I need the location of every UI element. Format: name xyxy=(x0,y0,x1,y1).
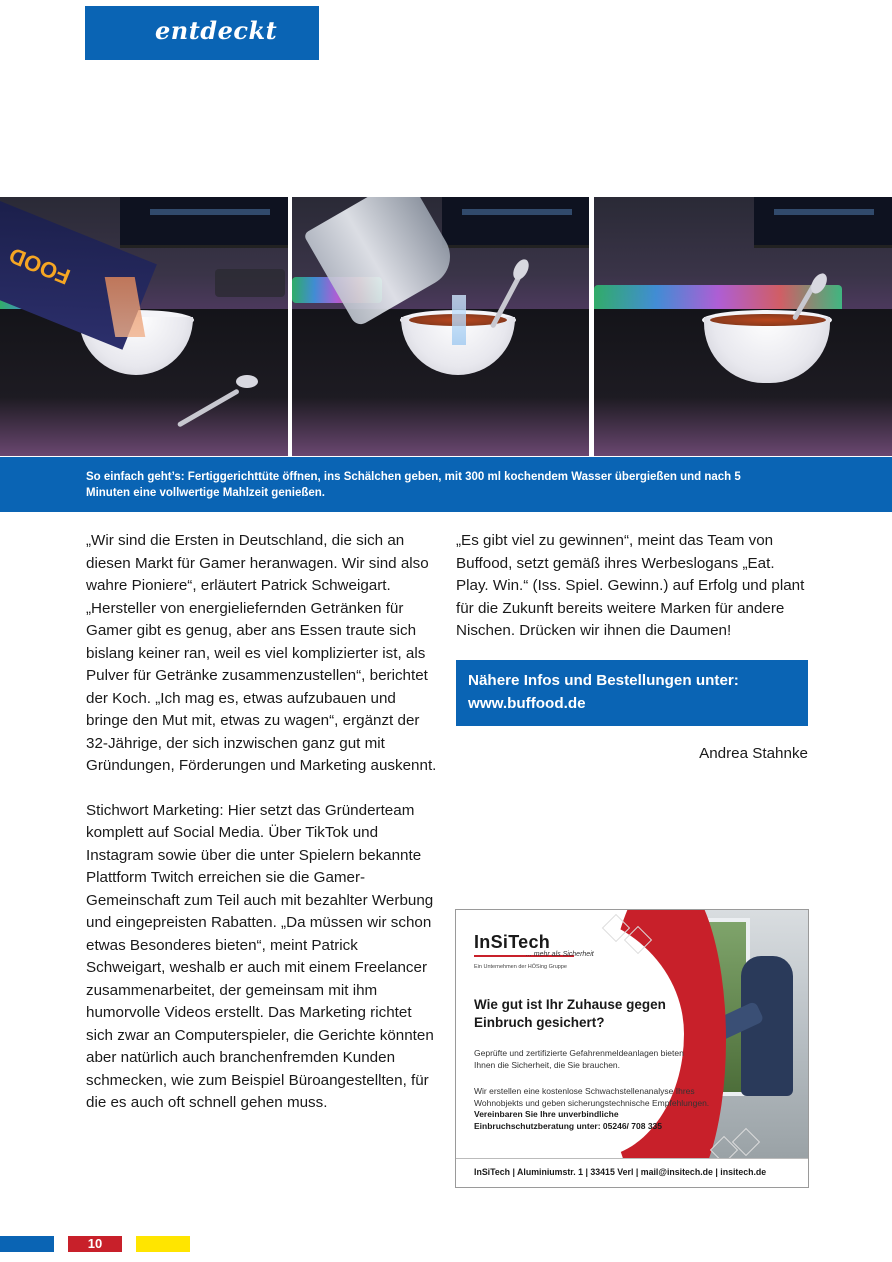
footer-bar-yellow xyxy=(136,1236,190,1252)
ad-text-2 xyxy=(474,1086,714,1132)
footer-bar-red xyxy=(68,1236,122,1252)
photo-caption xyxy=(0,457,892,512)
ad-headline: Wie gut ist Ihr Zuhause gegen Einbruch gesichert? xyxy=(474,997,666,1030)
advertisement[interactable] xyxy=(455,909,809,1188)
article-paragraph: Stichwort Marketing: Hier setzt das Gründerteam komplett auf Social Media. Über TikTok und Instagram sowie über die unter Spielern bekannte Plattform Twitch erreichen sie die Gamer-Gemeinschaft zum Teil auch mit bezahlter Werbung und eingepreisten Rabatten. „Da müssen wir schon etwas Besonderes bieten“, meint Patrick Schweigart, weshalb er auch mit einem Freelancer zusammenarbeitet, der gemeinsam mit ihm humorvolle Videos erstellt. Das Marketing richtet sich zwar an Computerspieler, die Gerichte könnten aber natürlich auch branchenfremden Kunden schmecken, wie zum Beispiel Büroangestellten, für die es auch oft schnell gehen muss. xyxy=(86,801,434,1111)
pack-label: FOOD xyxy=(5,242,74,290)
ad-subline: Ein Unternehmen der HÖSing Gruppe xyxy=(474,964,567,970)
photo-pouring-pack xyxy=(0,197,288,456)
ad-contact-line: InSiTech | Aluminiumstr. 1 | 33415 Verl | mail@insitech.de | insitech.de xyxy=(474,1167,767,1177)
ad-slogan: ... mehr als Sicherheit xyxy=(526,951,594,958)
author-name: Andrea Stahnke xyxy=(699,745,808,762)
article-paragraph: „Es gibt viel zu gewinnen“, meint das Team von Buffood, setzt gemäß ihres Werbeslogans „Eat. Play. Win.“ (Iss. Spiel. Gewinn.) auf Erfolg und plant für die Zukunft bereits weitere Marken für andere Nischen. Drücken wir ihnen die Daumen! xyxy=(456,532,805,639)
info-box xyxy=(456,660,808,726)
article-paragraph: „Wir sind die Ersten in Deutschland, die sich an diesen Markt für Gamer heranwagen. Wir sind also wahre Pioniere“, erläutert Patrick Schweigart. „Hersteller von energieliefernden Getränken für Gamer gibt es genug, aber ans Essen traute sich bislang keiner ran, weil es viel komplizierter ist, als Pulver für Getränke zusammenzustellen“, berichtet der Koch. „Ich mag es, etwas aufzubauen und bringe den Mut mit, etwas zu wagen“, ergänzt der 32-Jährige, der sich inzwischen ganz gut mit Gründungen, Förderungen und Marketing auskennt. xyxy=(86,532,437,774)
ad-text-2-bold: Vereinbaren Sie Ihre unverbindliche Einbruchschutzberatung unter: 05246/ 708 335 xyxy=(474,1109,663,1131)
ad-text: Geprüfte und zertifizierte Gefahrenmeldeanlagen bieten Ihnen die Sicherheit, die Sie brauchen. xyxy=(474,1048,684,1070)
page-number: 10 xyxy=(87,1236,103,1251)
caption-text: So einfach geht’s: Fertiggerichttüte öffnen, ins Schälchen geben, mit 300 ml kochendem Wasser übergießen und nach 5 Minuten eine vollwertige Mahlzeit genießen. xyxy=(86,471,741,499)
article-right-column xyxy=(456,530,808,643)
info-text: Nähere Infos und Bestellungen unter: xyxy=(468,672,739,689)
section-tag: entdeckt xyxy=(155,16,278,45)
article-left-column xyxy=(86,530,438,1137)
section-header xyxy=(85,6,319,60)
ad-logo: InSiTech xyxy=(474,932,551,952)
photo-pouring-water xyxy=(292,197,589,456)
footer-bar-blue xyxy=(0,1236,54,1252)
photo-finished-meal xyxy=(594,197,892,456)
ad-footer xyxy=(456,1158,808,1188)
website-link[interactable]: www.buffood.de xyxy=(468,695,586,712)
ad-text-2-normal: Wir erstellen eine kostenlose Schwachstellenanalyse Ihres Wohnobjekts und geben sicherungstechnische Empfehlungen. xyxy=(474,1086,710,1108)
